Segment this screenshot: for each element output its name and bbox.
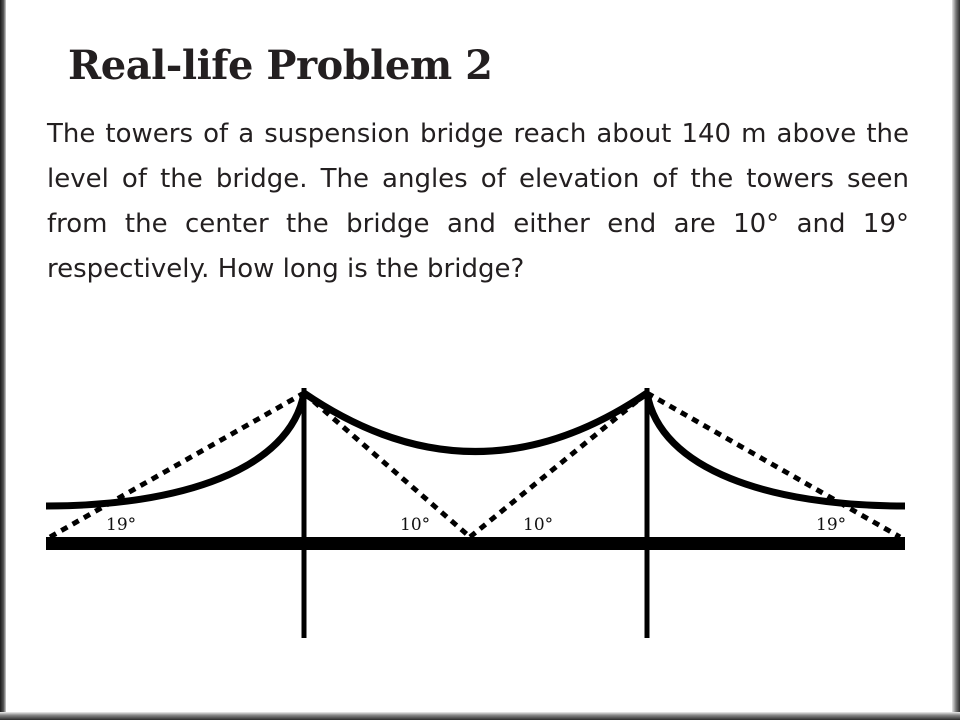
bridge-deck <box>46 537 905 550</box>
slide-title: Real-life Problem 2 <box>68 42 493 89</box>
angle-label-left-end: 19° <box>106 515 137 535</box>
right-side-cable <box>647 393 905 506</box>
angle-label-center-right: 10° <box>523 515 554 535</box>
left-side-cable <box>46 393 304 506</box>
sight-line-left-end <box>50 393 304 537</box>
sight-line-center-right <box>470 393 647 537</box>
sight-line-right-end <box>647 393 900 537</box>
sight-line-center-left <box>304 393 470 537</box>
problem-text: The towers of a suspension bridge reach about 140 m above the level of the bridge. The angles of elevation of the towers seen from the center the bridge and either end are 10° and 19° respectively. How long is the bridge? <box>47 119 909 284</box>
angle-label-right-end: 19° <box>816 515 847 535</box>
angle-label-center-left: 10° <box>400 515 431 535</box>
main-span-cable <box>304 393 647 452</box>
